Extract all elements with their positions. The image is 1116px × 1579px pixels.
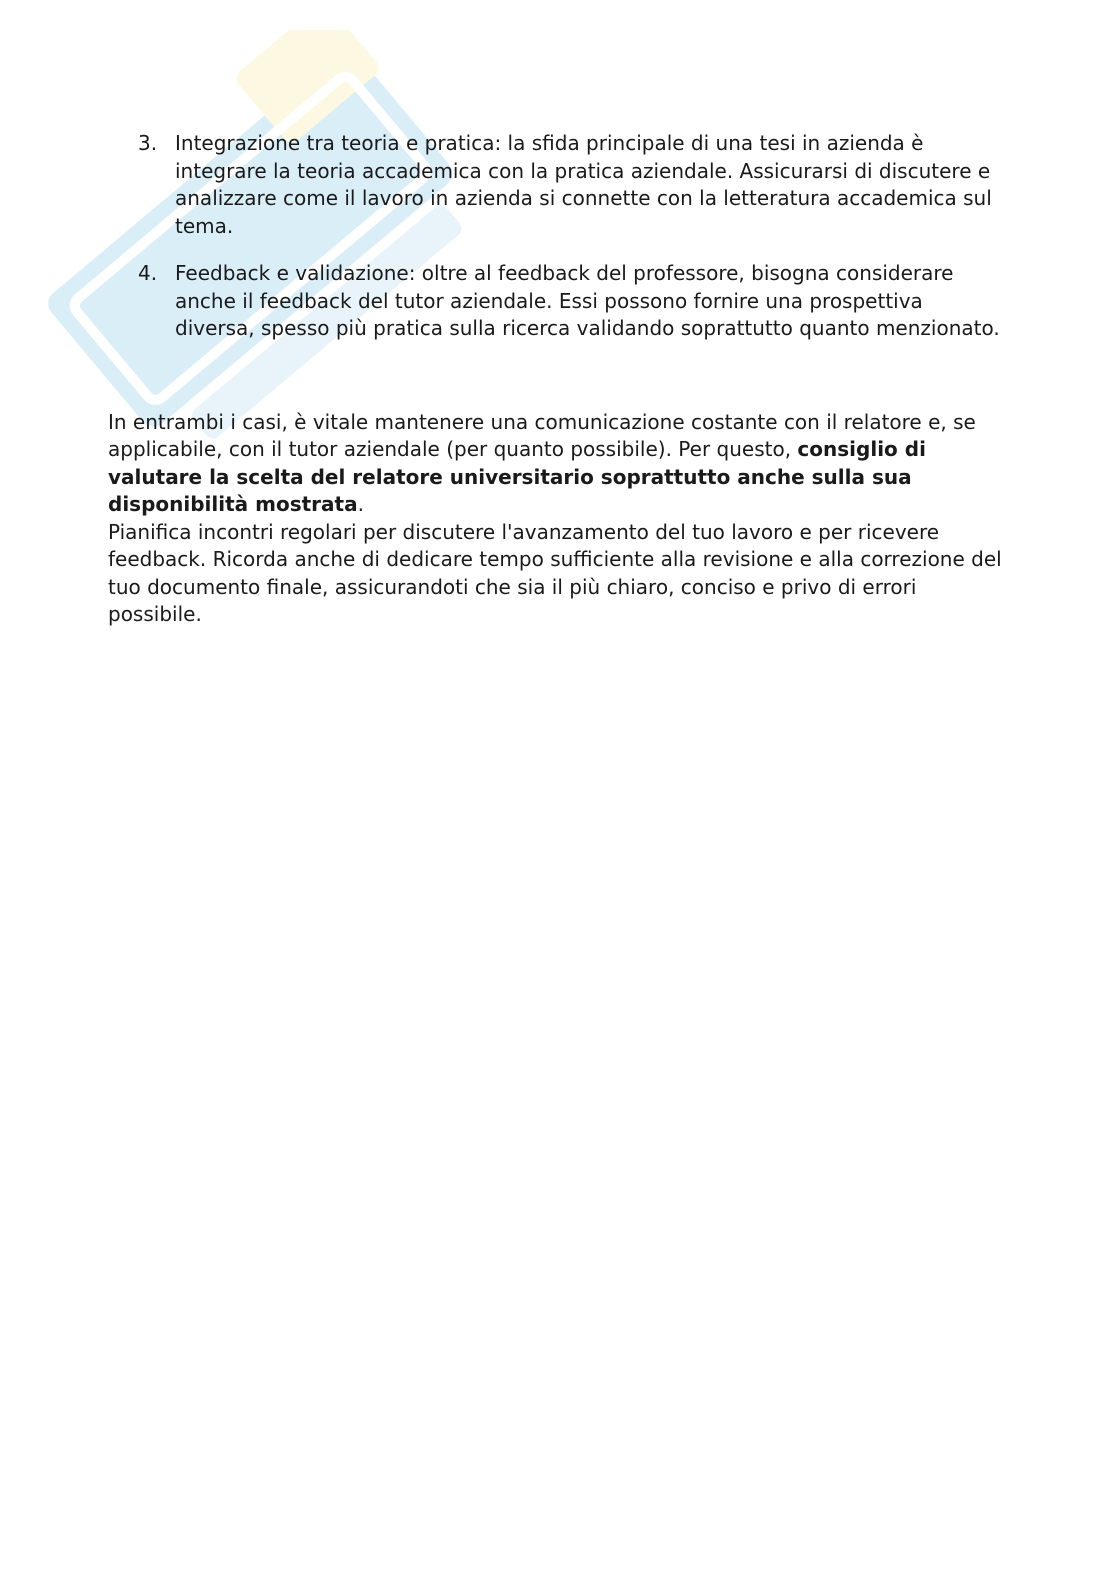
- list-item-text: Integrazione tra teoria e pratica: la sfida principale di una tesi in azienda è integrare la teoria accademica con la pratica aziendale. Assicurarsi di discutere e analizzare come il lavoro in azienda si connette con la letteratura accademica sul tema.: [175, 131, 992, 238]
- paragraph-communication: [108, 409, 1008, 519]
- list-item-number: 3.: [138, 131, 158, 155]
- list-item-text: Feedback e validazione: oltre al feedback del professore, bisogna considerare anche il feedback del tutor aziendale. Essi possono fornire una prospettiva diversa, spesso più pratica sulla ricerca validando soprattutto quanto menzionato.: [175, 261, 1000, 340]
- list-item: [108, 130, 1008, 240]
- section-spacer: [108, 363, 1008, 409]
- list-item-number: 4.: [138, 261, 158, 285]
- paragraph-tail-text: .: [357, 492, 364, 516]
- paragraph-lead-text: In entrambi i casi, è vitale mantenere una comunicazione costante con il relatore e, se applicabile, con il tutor aziendale (per quanto possibile). Per questo,: [108, 409, 976, 461]
- paragraph-planning: Pianifica incontri regolari per discutere l'avanzamento del tuo lavoro e per ricevere feedback. Ricorda anche di dedicare tempo sufficiente alla revisione e alla correzione del tuo documento finale, assicurandoti che sia il più chiaro, conciso e privo di errori possibile.: [108, 519, 1002, 626]
- numbered-list: [108, 130, 1008, 343]
- list-item: [108, 260, 1008, 343]
- document-body: [108, 130, 1008, 629]
- paragraph-bold-text: consiglio di valutare la scelta del relatore universitario soprattutto anche sulla sua disponibilità mostrata: [108, 437, 926, 516]
